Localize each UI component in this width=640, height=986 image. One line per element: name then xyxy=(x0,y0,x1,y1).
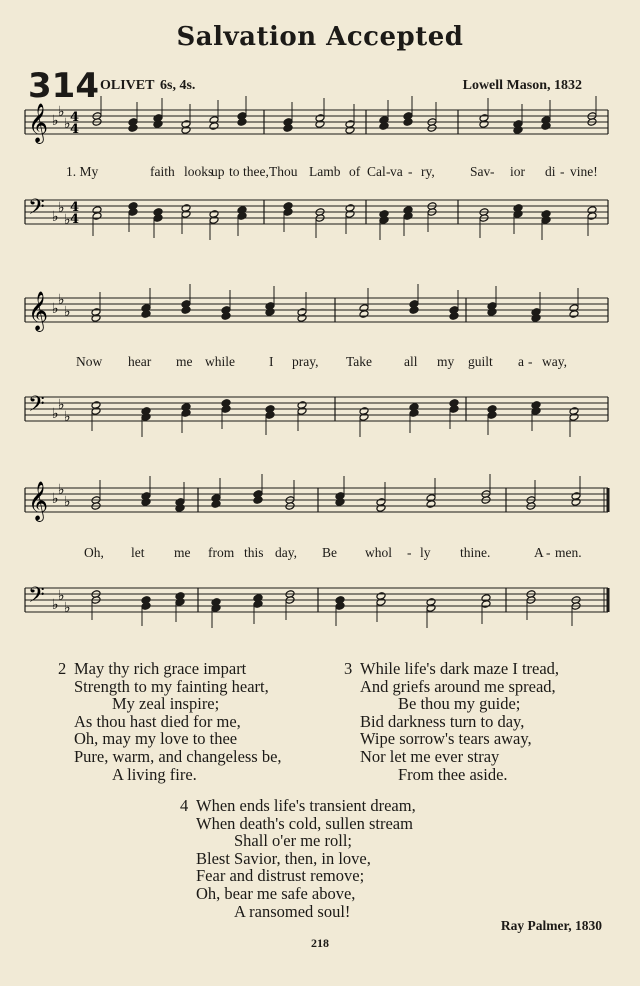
verse-number: 3 xyxy=(344,659,353,678)
lyric-syllable: to xyxy=(229,164,240,179)
lyric-syllable: thee, xyxy=(243,164,269,179)
verse-line: From thee aside. xyxy=(398,764,508,784)
lyric-syllable: up xyxy=(211,164,225,179)
treble-clef-icon: 𝄞 xyxy=(28,103,49,143)
lyric-syllable: - xyxy=(408,164,413,179)
time-signature-top: 4 xyxy=(70,200,80,215)
lyric-syllable: a xyxy=(518,354,524,369)
flat-icon: ♭ xyxy=(64,304,71,320)
flat-icon: ♭ xyxy=(64,409,71,425)
lyric-syllable: va xyxy=(390,164,403,179)
lyric-syllable: Cal xyxy=(367,164,386,179)
lyric-line-3 xyxy=(0,545,640,565)
lyric-syllable: faith xyxy=(150,164,175,179)
verse-line: Fear and distrust remove; xyxy=(196,866,365,886)
flat-icon: ♭ xyxy=(58,397,65,413)
lyric-syllable: I xyxy=(269,354,274,369)
verse-line: As thou hast died for me, xyxy=(74,711,241,731)
flat-icon: ♭ xyxy=(52,209,59,225)
flat-icon: ♭ xyxy=(52,491,59,507)
verse-line: When ends life's transient dream, xyxy=(196,796,416,815)
lyric-syllable: looks xyxy=(184,164,214,179)
verse-line: A living fire. xyxy=(112,764,197,784)
lyric-syllable: ry, xyxy=(421,164,435,179)
time-signature-bottom: 4 xyxy=(70,122,80,137)
flat-icon: ♭ xyxy=(52,597,59,613)
lyric-syllable: - xyxy=(560,164,565,179)
verse-4 xyxy=(180,796,416,921)
lyric-syllable: 1. My xyxy=(66,164,99,179)
verse-line: Nor let me ever stray xyxy=(360,746,500,766)
verse-3 xyxy=(344,659,560,784)
flat-icon: ♭ xyxy=(52,406,59,422)
flat-icon: ♭ xyxy=(64,212,71,228)
flat-icon: ♭ xyxy=(58,104,65,120)
time-signature-top: 4 xyxy=(70,110,80,125)
lyric-syllable: A xyxy=(534,545,544,560)
lyric-line-1 xyxy=(0,164,640,184)
lyric-syllable: Sav xyxy=(470,164,491,179)
lyric-syllable: whol xyxy=(365,545,392,560)
flat-icon: ♭ xyxy=(58,588,65,604)
bass-clef-icon: 𝄢 xyxy=(28,583,45,613)
time-signature-bottom: 4 xyxy=(70,212,80,227)
meter: 6s, 4s. xyxy=(160,78,196,93)
lyric-syllable: thine. xyxy=(460,545,491,560)
lyric-syllable: let xyxy=(131,545,145,560)
verse-line: Oh, bear me safe above, xyxy=(196,883,356,903)
hymn-number: 314 xyxy=(28,66,99,106)
verse-2 xyxy=(58,659,282,784)
lyric-syllable: - xyxy=(528,354,533,369)
composer-credit: Lowell Mason, 1832 xyxy=(462,78,582,93)
hymn-title: Salvation Accepted xyxy=(176,22,464,52)
lyric-syllable: hear xyxy=(128,354,152,369)
tune-name: OLIVET xyxy=(100,78,155,93)
flat-icon: ♭ xyxy=(64,116,71,132)
lyric-syllable: pray, xyxy=(292,354,319,369)
verse-line: Pure, warm, and changeless be, xyxy=(74,746,282,766)
flat-icon: ♭ xyxy=(58,292,65,308)
lyric-syllable: my xyxy=(437,354,455,369)
lyric-syllable: from xyxy=(208,545,235,560)
lyric-syllable: - xyxy=(407,545,412,560)
verse-line: Bid darkness turn to day, xyxy=(360,711,525,731)
lyric-syllable: - xyxy=(490,164,495,179)
lyric-line-2 xyxy=(0,354,640,374)
verse-number: 2 xyxy=(58,659,67,678)
bass-clef-icon: 𝄢 xyxy=(28,195,45,225)
bass-clef-icon: 𝄢 xyxy=(28,392,45,422)
flat-icon: ♭ xyxy=(52,113,59,129)
page-number: 218 xyxy=(311,936,329,950)
verse-line: While life's dark maze I tread, xyxy=(360,659,560,678)
flat-icon: ♭ xyxy=(64,600,71,616)
flat-icon: ♭ xyxy=(64,494,71,510)
lyric-syllable: Be xyxy=(322,545,337,560)
lyric-syllable: guilt xyxy=(468,354,493,369)
lyric-syllable: Now xyxy=(76,354,103,369)
lyric-syllable: Thou xyxy=(269,164,298,179)
verse-line: Be thou my guide; xyxy=(398,694,521,714)
verse-line: Oh, may my love to thee xyxy=(74,729,238,749)
lyric-syllable: me xyxy=(176,354,193,369)
lyric-syllable: all xyxy=(404,354,418,369)
lyric-syllable: vine! xyxy=(570,164,598,179)
lyric-syllable: men. xyxy=(555,545,582,560)
verse-line: A ransomed soul! xyxy=(234,901,351,921)
lyric-syllable: of xyxy=(349,164,361,179)
treble-clef-icon: 𝄞 xyxy=(28,291,49,331)
verse-line: When death's cold, sullen stream xyxy=(196,813,413,833)
verse-line: My zeal inspire; xyxy=(112,694,220,714)
flat-icon: ♭ xyxy=(58,200,65,216)
lyric-syllable: while xyxy=(205,354,235,369)
flat-icon: ♭ xyxy=(58,482,65,498)
treble-clef-icon: 𝄞 xyxy=(28,481,49,521)
lyric-syllable: ior xyxy=(510,164,525,179)
lyric-syllable: Lamb xyxy=(309,164,341,179)
flat-icon: ♭ xyxy=(52,301,59,317)
verse-line: Blest Savior, then, in love, xyxy=(196,848,371,868)
lyric-syllable: me xyxy=(174,545,191,560)
verse-number: 4 xyxy=(180,796,189,815)
verse-line: Wipe sorrow's tears away, xyxy=(360,729,532,749)
lyric-syllable: di xyxy=(545,164,556,179)
lyric-syllable: ly xyxy=(420,545,431,560)
verse-line: Strength to my fainting heart, xyxy=(74,676,269,696)
verse-line: Shall o'er me roll; xyxy=(234,831,352,851)
verse-line: May thy rich grace impart xyxy=(74,659,247,678)
lyric-syllable: Oh, xyxy=(84,545,104,560)
lyric-syllable: Take xyxy=(346,354,373,369)
lyric-syllable: - xyxy=(386,164,391,179)
lyric-syllable: day, xyxy=(275,545,297,560)
lyric-syllable: - xyxy=(546,545,551,560)
lyric-syllable: way, xyxy=(542,354,567,369)
verse-line: And griefs around me spread, xyxy=(360,676,556,696)
author-credit: Ray Palmer, 1830 xyxy=(500,918,602,933)
lyric-syllable: this xyxy=(244,545,264,560)
